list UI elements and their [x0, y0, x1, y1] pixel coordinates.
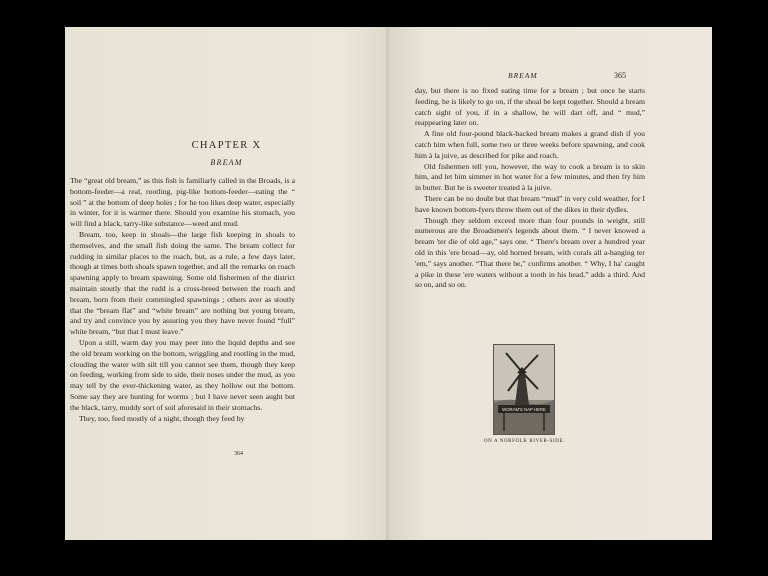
paragraph: They, too, feed mostly of a night, though they feed by [79, 413, 245, 423]
chapter-subtitle: BREAM [210, 158, 243, 167]
paragraph: There can be no doubt but that bream “mud” in very cold weather, for I have known bottom-fyers throw them out of the dikes in their dydles. [415, 193, 645, 214]
paragraph: day, but there is no fixed eating time for a bream ; but once he starts feeding, he is likely to go on, if the shoal be kept together. Should a bream catch sight of you, if in a shallow, he will dart off, and “ mud,” reappearing later on. [415, 86, 645, 128]
paragraph: Upon a still, warm day you may peer into the liquid depths and see the old bream working on the bottom, wriggling and rootling in the mud, clouding the water with silt till you cannot see them, though they keep on feeding, working from side to side, their noses under the mud, as you may tell by the ever-thickening water, as they hollow out the bottom. Some say they are hunting for worms ; but I have never seen aught but the black, tarry, muddy sort of soil aforesaid in their stomachs. [70, 337, 295, 412]
paragraph: A fine old four-pound black-backed bream makes a grand dish if you catch him when full, some two or three weeks before spawning, and cook him à la juive, as described for pike and roach. [415, 129, 645, 160]
right-page-body [415, 86, 645, 291]
windmill-photo [494, 345, 554, 434]
windmill-illustration [493, 344, 555, 435]
left-page-body [70, 176, 295, 424]
paragraph: Bream, too, keep in shoals—the large fish keeping in shoals to themselves, and the small fish doing the same. The bream collect for rudding in similar places to the roach, but, as a rule, a few days later, though at times both shoals spawn together, and all the remarks on roach spawning apply to bream spawning. Some old fishermen of the district maintain stoutly that the rudd is a cross-breed between the roach and bream, born from their commingled spawnings ; others aver as stoutly that the “bream flat” and “white bream” are nothing but young bream, and try and convince you by assuring you they have never found “full” white bream, “but that I must leave.” [70, 229, 295, 337]
figure-caption: ON A NORFOLK RIVER-SIDE. [483, 439, 566, 444]
paragraph: The “great old bream,” as this fish is familiarly called in the Broads, is a bottom-feeder—a real, rootling, pig-like bottom-feeder—eating the “ soil ” at the bottom of deep holes ; for he too likes deep water, especially in winter, for it is warmer there. Should you examine his stomach, you will find a black, tarry-like substance—weed and mud. [70, 176, 295, 229]
chapter-title: CHAPTER X [191, 140, 262, 151]
paragraph: Though they seldom exceed more than four pounds in weight, still numerous are the Broadsmen's legends about them. “ I never knowed a bream 'ter die of old age,” says one. “ There's bream over a hundred year old in this 'ere broad—ay, old horned bream, with corals all a-hanging ter 'em,” says another. “That there be,” confirms another. “ Why, I ha' caught a pike in these 'ere waters without a tooth in his head,” adds a third. And so on, and so on. [415, 215, 645, 290]
gutter [386, 27, 389, 540]
paragraph: Old fishermen tell you, however, the way to cook a bream is to skin him, and let him simmer in hot water for a few minutes, and then fry him in butter. But he is sweeter treated à la juive. [415, 161, 645, 193]
right-page-number: 365 [614, 71, 626, 80]
sign-text: WORAM'S NAP HERE [502, 407, 546, 412]
running-head: BREAM [508, 71, 538, 80]
book-spread [65, 27, 712, 540]
left-page-number: 364 [234, 451, 243, 457]
